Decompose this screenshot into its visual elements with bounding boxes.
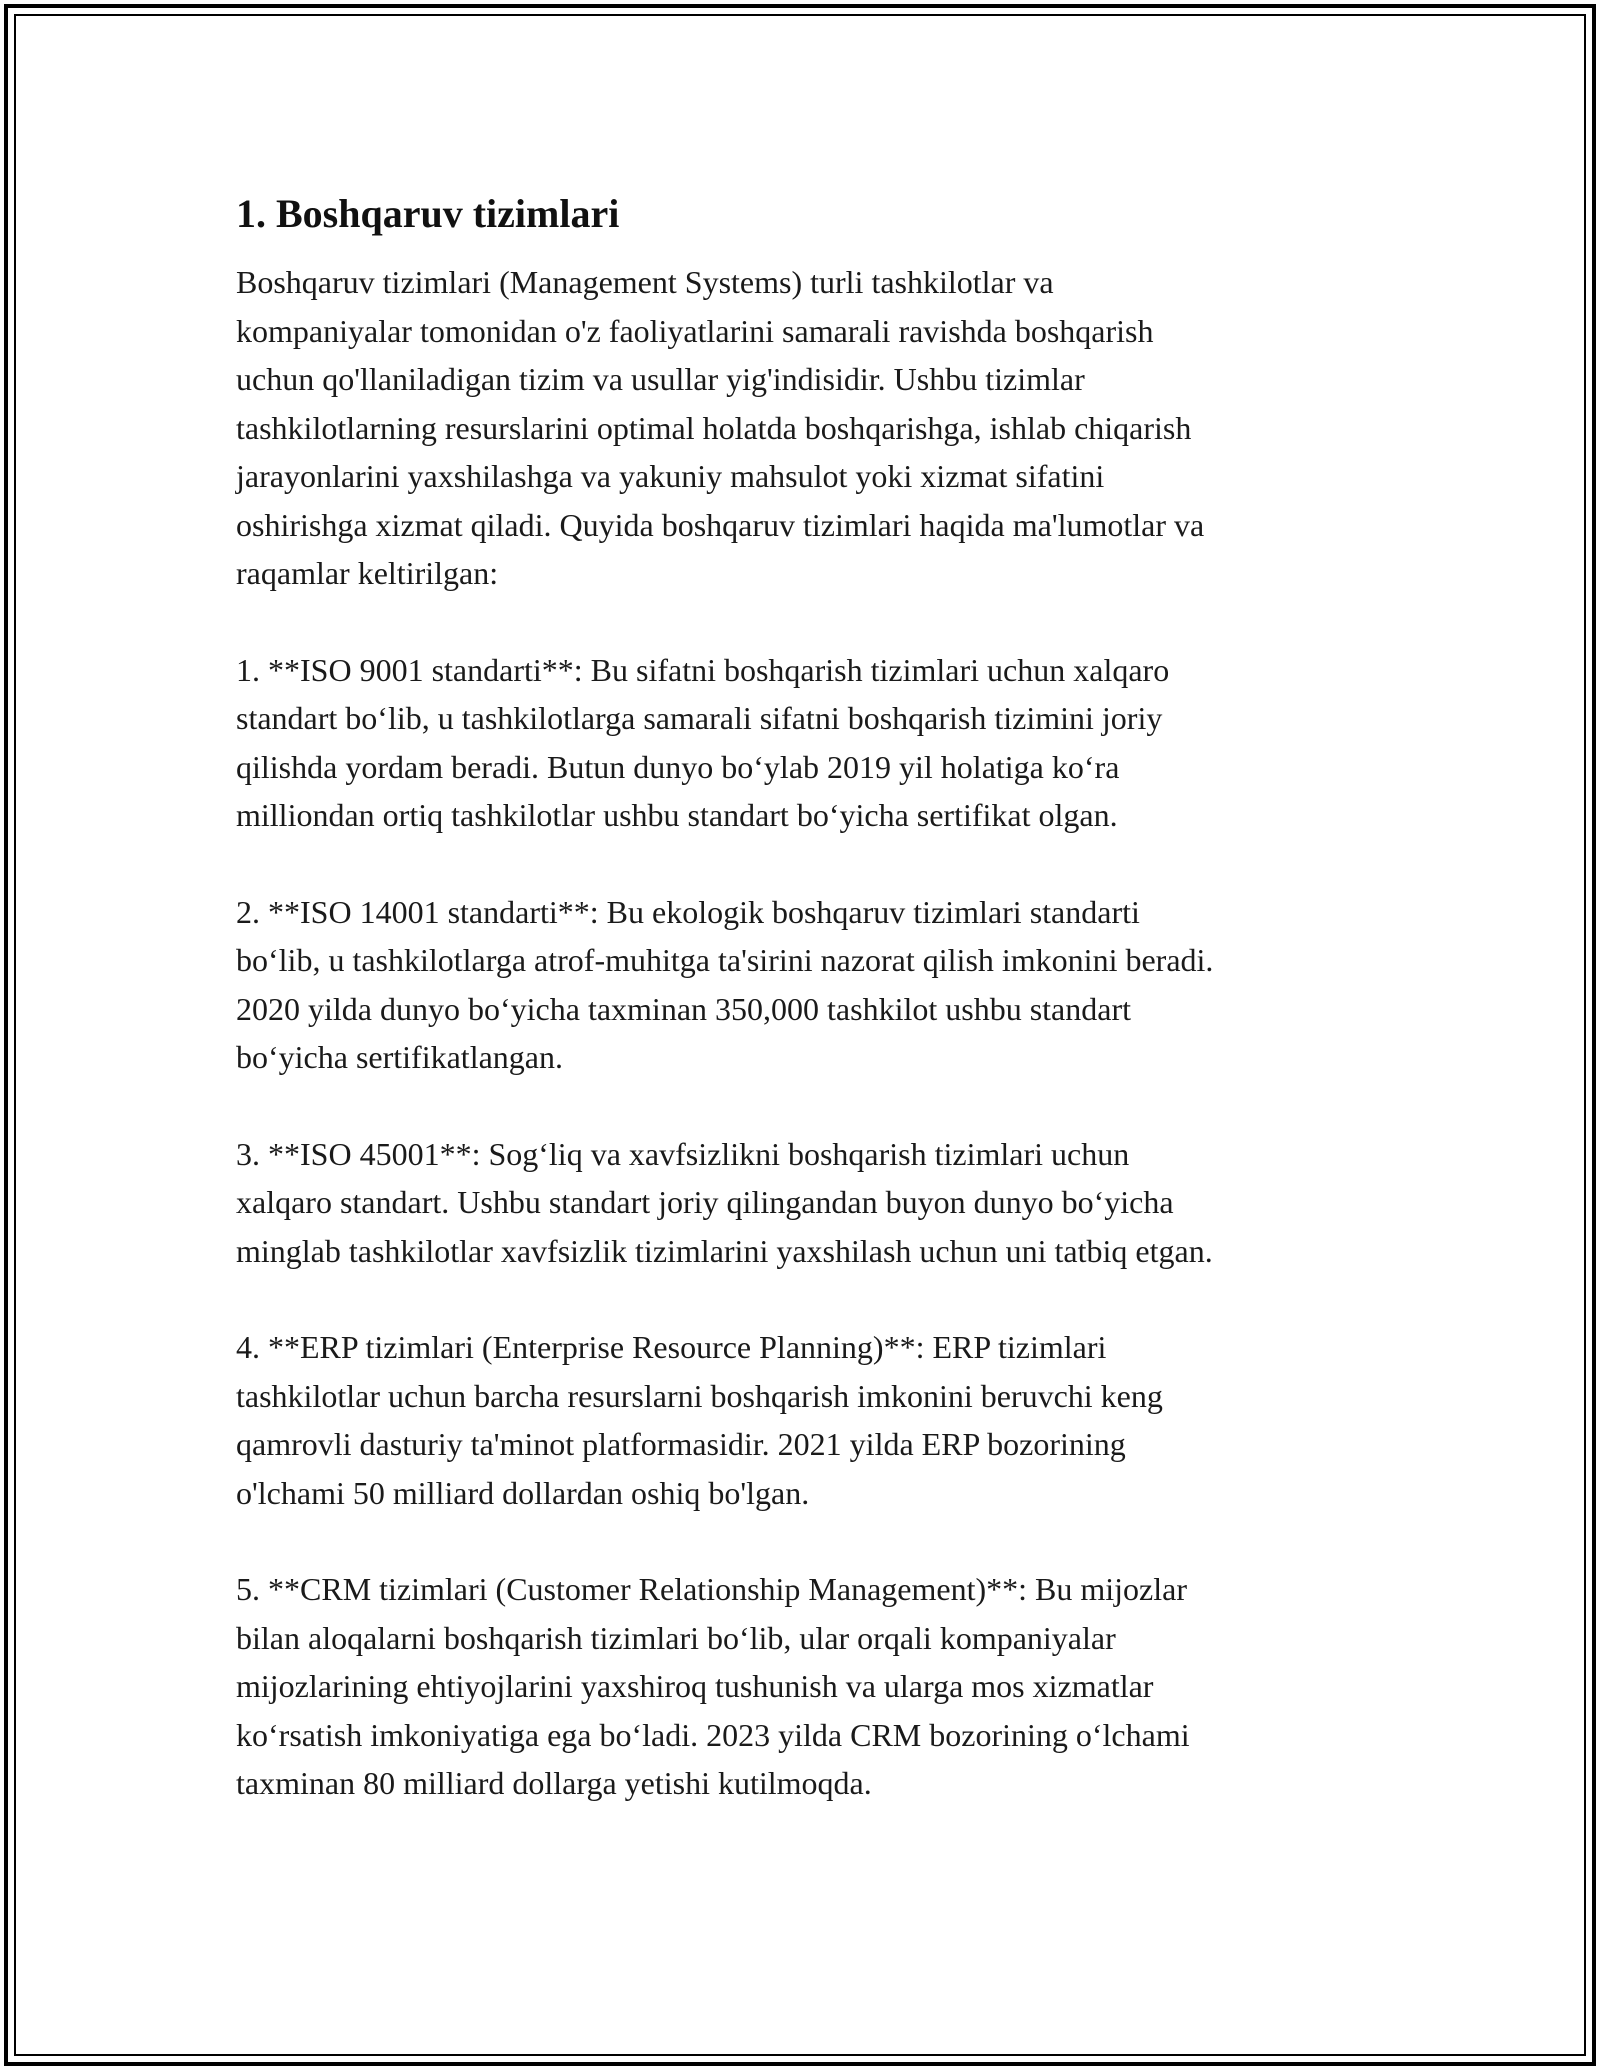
intro-paragraph: Boshqaruv tizimlari (Management Systems) turli tashkilotlar va kompaniyalar tomonidan o'z faoliyatlarini samarali ravishda boshqarish uchun qo'llaniladigan tizim va usullar yig'indisidir. Ushbu tizimlar tashkilotlarning resurslarini optimal holatda boshqarishga, ishlab chiqarish jarayonlarini yaxshilashga va yakuniy mahsulot yoki xizmat sifatini oshirishga xizmat qiladi. Quyida boshqaruv tizimlari haqida ma'lumotlar va raqamlar keltirilgan: (236, 264, 1205, 591)
document-body (236, 186, 1376, 1856)
list-item-iso-9001: 1. **ISO 9001 standarti**: Bu sifatni boshqarish tizimlari uchun xalqaro standart bo‘lib, u tashkilotlarga samarali sifatni boshqarish tizimini joriy qilishda yordam beradi. Butun dunyo bo‘ylab 2019 yil holatiga ko‘ra milliondan ortiq tashkilotlar ushbu standart bo‘yicha sertifikat olgan. (236, 651, 1170, 833)
list-item-iso-14001: 2. **ISO 14001 standarti**: Bu ekologik boshqaruv tizimlari standarti bo‘lib, u tashkilotlarga atrof-muhitga ta'sirini nazorat qilish imkonini beradi. 2020 yilda dunyo bo‘yicha taxminan 350,000 tashkilot ushbu standart bo‘yicha sertifikatlangan. (236, 893, 1214, 1075)
list-item-erp: 4. **ERP tizimlari (Enterprise Resource Planning)**: ERP tizimlari tashkilotlar uchun barcha resurslarni boshqarish imkonini beruvchi keng qamrovli dasturiy ta'minot platformasidir. 2021 yilda ERP bozorining o'lchami 50 milliard dollardan oshiq bo'lgan. (236, 1329, 1163, 1511)
section-heading: 1. Boshqaruv tizimlari (236, 191, 620, 236)
list-item-iso-45001: 3. **ISO 45001**: Sog‘liq va xavfsizlikni boshqarish tizimlari uchun xalqaro standart. Ushbu standart joriy qilingandan buyon dunyo bo‘yicha minglab tashkilotlar xavfsizlik tizimlarini yaxshilash uchun uni tatbiq etgan. (236, 1135, 1213, 1269)
list-item-crm: 5. **CRM tizimlari (Customer Relationship Management)**: Bu mijozlar bilan aloqalarni boshqarish tizimlari bo‘lib, ular orqali kompaniyalar mijozlarining ehtiyojlarini yaxshiroq tushunish va ularga mos xizmatlar ko‘rsatish imkoniyatiga ega bo‘ladi. 2023 yilda CRM bozorining o‘lchami taxminan 80 milliard dollarga yetishi kutilmoqda. (236, 1571, 1190, 1801)
